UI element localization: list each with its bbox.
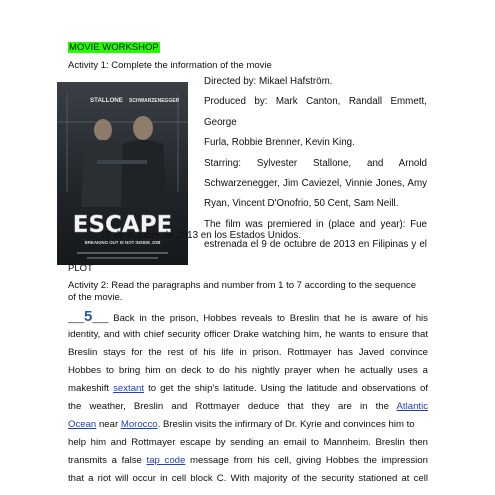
paragraph-line: that a riot will occur in cell block C. With majority of the security stationed at cell	[68, 473, 428, 484]
poster-tagline: BREAKING OUT IS NOT INSIDE JOB	[84, 240, 161, 245]
plot-heading: PLOT	[68, 263, 93, 274]
page-title: MOVIE WORKSHOP	[69, 42, 159, 53]
paragraph-line: Ocean near Morocco. Breslin visits the infirmary of Dr. Kyrie and convinces him to	[68, 419, 415, 430]
produced-by: Produced by: Mark Canton, Randall Emmett,	[204, 96, 427, 108]
paragraph-line: help him and Rottmayer escape by sending an email to Mannheim. Breslin then	[68, 437, 428, 448]
tap-code-link[interactable]: tap code	[146, 455, 186, 466]
activity1-instruction: Activity 1: Complete the information of the movie	[68, 60, 272, 71]
sequence-number: 5	[84, 308, 93, 325]
paragraph-line: makeshift sextant to get the ship's latitude. Using the latitude and observations of	[68, 383, 428, 394]
poster-actor-right: SCHWARZENEGGER	[129, 98, 180, 104]
paragraph-line: identity, and with chief security officer Drake watching him, he wants to ensure that	[68, 329, 428, 340]
sextant-link[interactable]: sextant	[113, 383, 145, 394]
paragraph-line: ___5___ Back in the prison, Hobbes reveals to Breslin that he is aware of his	[68, 308, 428, 325]
premiere-line2: estrenada el 9 de octubre de 2013 en Filipinas y el	[204, 239, 427, 251]
activity2-instruction-line1: Activity 2: Read the paragraphs and number from 1 to 7 according to the sequence	[68, 280, 417, 291]
activity2-instruction-line2: of the movie.	[68, 292, 123, 303]
paragraph-line: Breslin stays for the rest of his life in prison. Rottmayer has Javed convince	[68, 347, 428, 358]
produced-by-cont: George	[204, 116, 237, 128]
sequence-number-field[interactable]: ___5___	[68, 308, 109, 325]
produced-by-cont2: Furla, Robbie Brenner, Kevin King.	[204, 137, 355, 149]
activity2-instruction	[68, 280, 428, 304]
starring-cont: Schwarzenegger, Jim Caviezel, Vinnie Jones, Amy	[204, 178, 427, 190]
plot-paragraph	[68, 308, 428, 488]
paragraph-line: transmits a false tap code message from his cell, giving Hobbes the impression	[68, 455, 428, 466]
paragraph-line: Hobbes to bring him on deck to do his nightly prayer when he actually uses a	[68, 365, 428, 376]
premiere-line1: The film was premiered in (place and year): Fue	[204, 218, 427, 230]
premiere-line3: 18 de octubre de 2013 en los Estados Unidos.	[100, 230, 301, 241]
poster-actor-left: STALLONE	[90, 97, 123, 104]
atlantic-link[interactable]: Atlantic	[396, 401, 428, 412]
directed-by: Directed by: Mikael Hafström.	[204, 76, 333, 87]
starring: Starring: Sylvester Stallone, and Arnold	[204, 157, 427, 169]
morocco-link[interactable]: Morocco	[120, 419, 158, 430]
starring-cont2: Ryan, Vincent D'Onofrio, 50 Cent, Sam Neill.	[204, 198, 399, 210]
ocean-link[interactable]: Ocean	[68, 419, 97, 430]
poster-title: ESCAPE	[72, 212, 173, 238]
paragraph-line: the weather, Breslin and Rottmayer deduce that they are in the Atlantic	[68, 401, 428, 412]
